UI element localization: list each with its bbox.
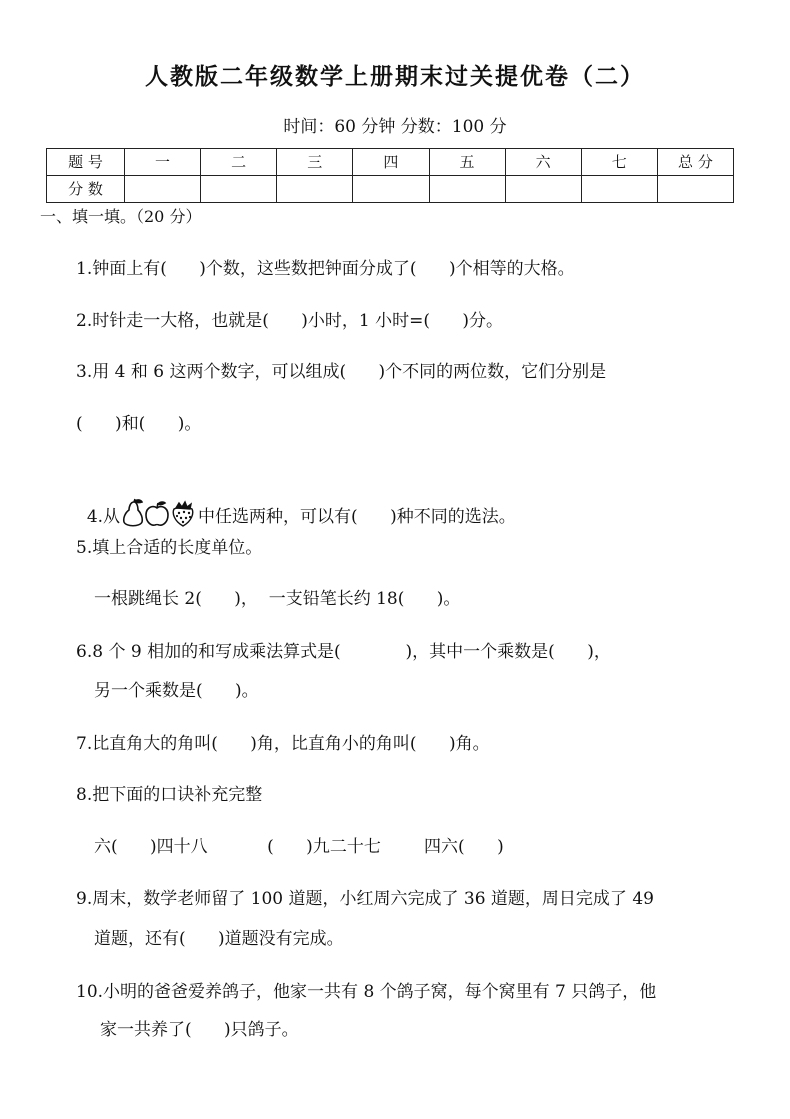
question-5-items: 一根跳绳长 2( )， 一支铅笔长约 18( )。 xyxy=(94,589,461,609)
score-table-header-row xyxy=(47,149,734,176)
section-heading: 一、填一填。（20 分） xyxy=(40,207,202,226)
exam-info: 时间：60 分钟 分数：100 分 xyxy=(283,117,507,137)
question-10: 10.小明的爸爸爱养鸽子，他家一共有 8 个鸽子窝，每个窝里有 7 只鸽子，他 xyxy=(76,982,657,1002)
score-table xyxy=(46,148,734,203)
fruit-icons xyxy=(120,498,198,528)
question-4 xyxy=(76,474,516,529)
question-4-prefix: 4.从 xyxy=(86,507,121,527)
score-table-cell: 二 xyxy=(201,149,277,176)
question-4-text: 中任选两种，可以有( )种不同的选法。 xyxy=(198,507,516,527)
score-table-score-row xyxy=(47,176,734,203)
score-entry-cell[interactable] xyxy=(277,176,353,203)
score-entry-cell[interactable] xyxy=(581,176,657,203)
question-1: 1.钟面上有( )个数，这些数把钟面分成了( )个相等的大格。 xyxy=(76,259,575,279)
score-table-cell: 总 分 xyxy=(657,149,733,176)
question-10-continued: 家一共养了( )只鸽子。 xyxy=(100,1020,299,1040)
question-6: 6.8 个 9 相加的和写成乘法算式是( )，其中一个乘数是( )， xyxy=(76,642,611,662)
score-table-cell: 分 数 xyxy=(47,176,125,203)
score-table-cell: 四 xyxy=(353,149,429,176)
question-9: 9.周末，数学老师留了 100 道题，小红周六完成了 36 道题，周日完成了 49 xyxy=(76,889,654,909)
score-entry-cell[interactable] xyxy=(353,176,429,203)
score-table-cell: 六 xyxy=(505,149,581,176)
question-5: 5.填上合适的长度单位。 xyxy=(76,538,263,558)
strawberry-icon xyxy=(173,502,192,526)
score-table-cell: 题 号 xyxy=(47,149,125,176)
score-entry-cell[interactable] xyxy=(657,176,733,203)
pear-icon xyxy=(124,499,143,526)
apple-icon xyxy=(146,502,168,525)
score-entry-cell[interactable] xyxy=(429,176,505,203)
score-entry-cell[interactable] xyxy=(505,176,581,203)
question-3: 3.用 4 和 6 这两个数字，可以组成( )个不同的两位数，它们分别是 xyxy=(76,362,607,382)
question-6-continued: 另一个乘数是( )。 xyxy=(94,681,259,701)
score-table-cell: 三 xyxy=(277,149,353,176)
score-table-cell: 五 xyxy=(429,149,505,176)
page-title: 人教版二年级数学上册期末过关提优卷（二） xyxy=(145,64,645,90)
score-entry-cell[interactable] xyxy=(201,176,277,203)
question-9-continued: 道题，还有( )道题没有完成。 xyxy=(94,929,344,949)
question-2: 2.时针走一大格，也就是( )小时，1 小时=( )分。 xyxy=(76,311,504,331)
question-8: 8.把下面的口诀补充完整 xyxy=(76,785,263,805)
score-entry-cell[interactable] xyxy=(125,176,201,203)
question-8-items: 六( )四十八 ( )九二十七 四六( ) xyxy=(94,837,504,857)
score-table-cell: 七 xyxy=(581,149,657,176)
question-7: 7.比直角大的角叫( )角，比直角小的角叫( )角。 xyxy=(76,734,490,754)
score-table-cell: 一 xyxy=(125,149,201,176)
question-3-continued: ( )和( )。 xyxy=(76,414,202,434)
